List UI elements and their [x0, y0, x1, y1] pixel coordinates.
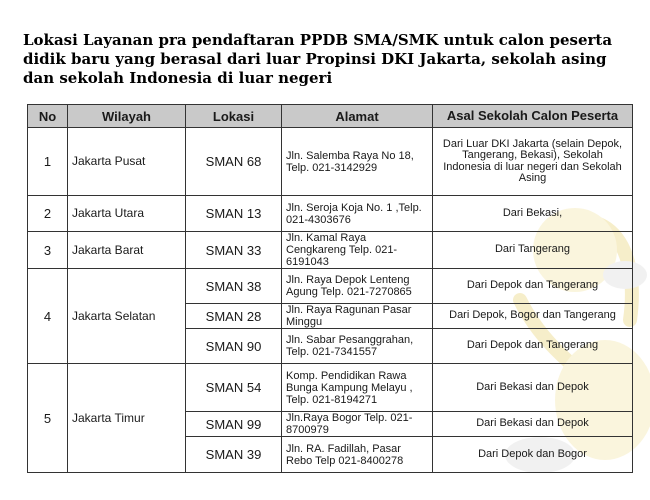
- cell-alamat: Jln. Raya Ragunan Pasar Minggu: [282, 304, 433, 329]
- cell-wilayah: Jakarta Pusat: [68, 128, 186, 196]
- cell-asal-sekolah: Dari Bekasi,: [433, 196, 633, 232]
- table-row: [28, 364, 633, 412]
- cell-wilayah: Jakarta Utara: [68, 196, 186, 232]
- header-alamat: Alamat: [282, 105, 433, 128]
- cell-alamat: Jln.Raya Bogor Telp. 021-8700979: [282, 412, 433, 437]
- cell-lokasi: SMAN 39: [186, 437, 282, 473]
- cell-wilayah: Jakarta Barat: [68, 232, 186, 269]
- location-table: [27, 104, 633, 473]
- cell-wilayah: Jakarta Timur: [68, 364, 186, 473]
- cell-alamat: Jln. Sabar Pesanggrahan, Telp. 021-7341557: [282, 329, 433, 364]
- table-row: [28, 232, 633, 269]
- cell-lokasi: SMAN 54: [186, 364, 282, 412]
- cell-asal-sekolah: Dari Bekasi dan Depok: [433, 364, 633, 412]
- header-asal-sekolah: Asal Sekolah Calon Peserta: [433, 105, 633, 128]
- cell-no: 3: [28, 232, 68, 269]
- header-wilayah: Wilayah: [68, 105, 186, 128]
- cell-lokasi: SMAN 68: [186, 128, 282, 196]
- cell-alamat: Jln. Kamal Raya Cengkareng Telp. 021-6191043: [282, 232, 433, 269]
- cell-alamat: Jln. Salemba Raya No 18, Telp. 021-3142929: [282, 128, 433, 196]
- cell-asal-sekolah: Dari Luar DKI Jakarta (selain Depok, Tangerang, Bekasi), Sekolah Indonesia di luar negeri dan Sekolah Asing: [433, 128, 633, 196]
- page-heading: Lokasi Layanan pra pendaftaran PPDB SMA/SMK untuk calon peserta didik baru yang berasal dari luar Propinsi DKI Jakarta, sekolah asing dan sekolah Indonesia di luar negeri: [23, 31, 613, 87]
- cell-wilayah: Jakarta Selatan: [68, 269, 186, 364]
- cell-no: 2: [28, 196, 68, 232]
- table-row: [28, 269, 633, 304]
- cell-asal-sekolah: Dari Depok dan Tangerang: [433, 329, 633, 364]
- table-header-row: [28, 105, 633, 128]
- cell-asal-sekolah: Dari Depok dan Bogor: [433, 437, 633, 473]
- cell-alamat: Jln. Raya Depok Lenteng Agung Telp. 021-7270865: [282, 269, 433, 304]
- header-lokasi: Lokasi: [186, 105, 282, 128]
- cell-asal-sekolah: Dari Depok dan Tangerang: [433, 269, 633, 304]
- cell-alamat: Jln. RA. Fadillah, Pasar Rebo Telp 021-8400278: [282, 437, 433, 473]
- cell-lokasi: SMAN 38: [186, 269, 282, 304]
- cell-no: 4: [28, 269, 68, 364]
- cell-lokasi: SMAN 90: [186, 329, 282, 364]
- cell-lokasi: SMAN 13: [186, 196, 282, 232]
- cell-asal-sekolah: Dari Tangerang: [433, 232, 633, 269]
- cell-asal-sekolah: Dari Bekasi dan Depok: [433, 412, 633, 437]
- table-row: [28, 196, 633, 232]
- cell-lokasi: SMAN 28: [186, 304, 282, 329]
- cell-alamat: Komp. Pendidikan Rawa Bunga Kampung Melayu , Telp. 021-8194271: [282, 364, 433, 412]
- cell-alamat: Jln. Seroja Koja No. 1 ,Telp. 021-4303676: [282, 196, 433, 232]
- table-row: [28, 128, 633, 196]
- header-no: No: [28, 105, 68, 128]
- cell-no: 1: [28, 128, 68, 196]
- cell-no: 5: [28, 364, 68, 473]
- cell-lokasi: SMAN 99: [186, 412, 282, 437]
- cell-lokasi: SMAN 33: [186, 232, 282, 269]
- cell-asal-sekolah: Dari Depok, Bogor dan Tangerang: [433, 304, 633, 329]
